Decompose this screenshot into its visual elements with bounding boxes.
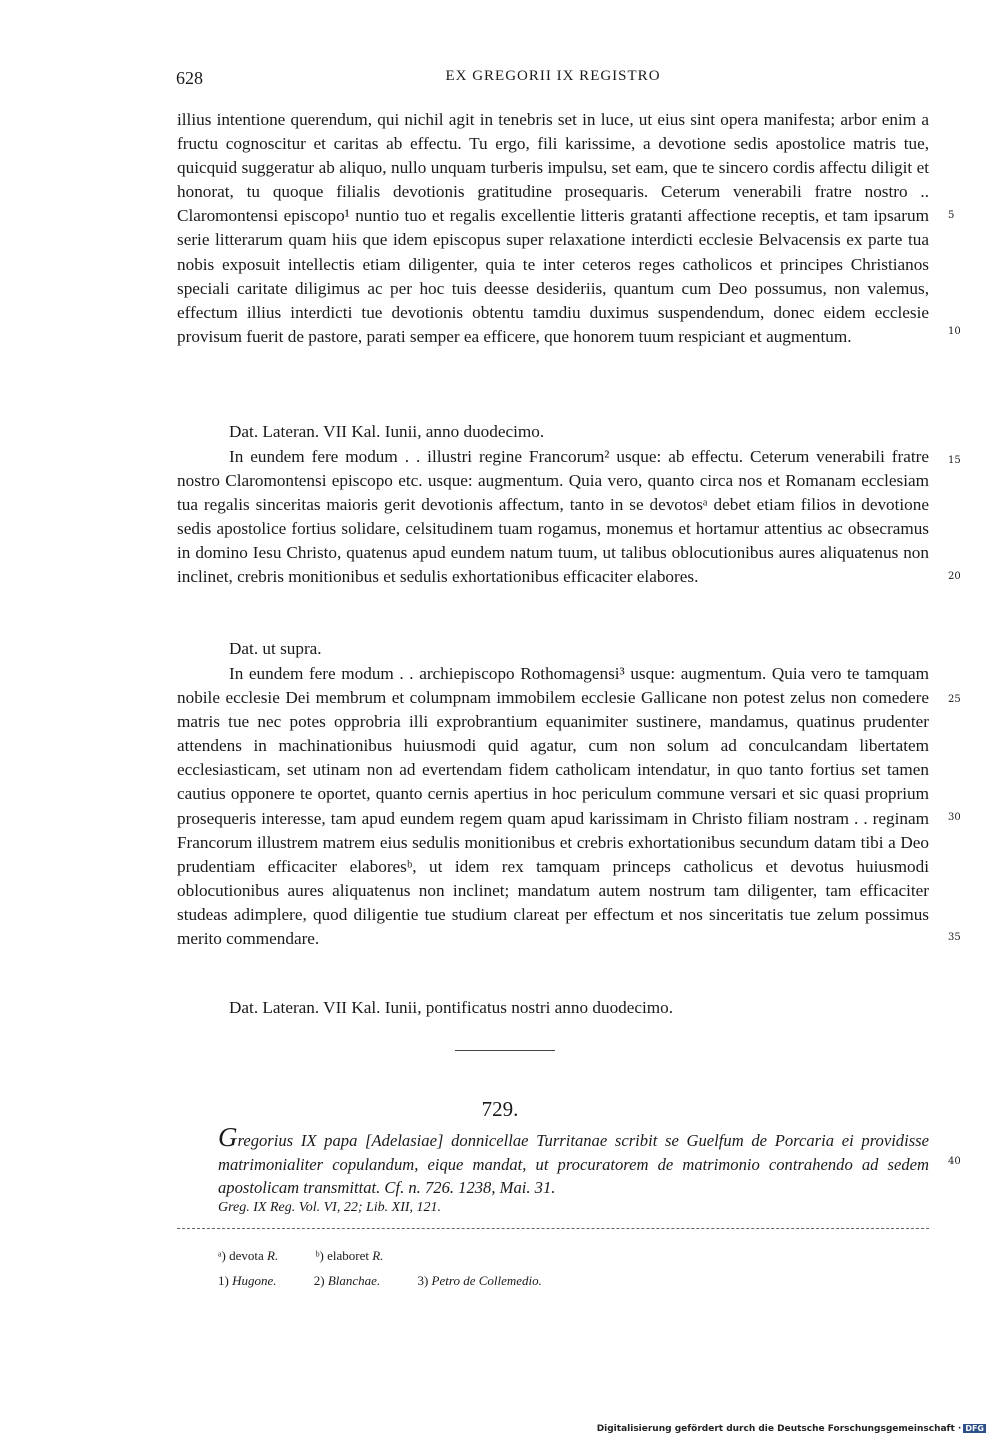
running-head: EX GREGORII IX REGISTRO xyxy=(445,68,661,84)
credit-text: Digitalisierung gefördert durch die Deutsche Forschungsgemeinschaft · xyxy=(596,1424,962,1434)
textual-notes xyxy=(218,1248,417,1264)
paragraph-3: In eundem fere modum . . archiepiscopo Rothomagensi³ usque: augmentum. Quia vero te tamquam nobile ecclesie Dei membrum et columpnam immobilem ecclesie Gallicane non potest zelus non comedere matris tue nec potes opprobria illi exprobrantium equanimiter sustinere, mandamus, quatinus prudenter attendens in machinationibus huiusmodi quid agatur, cum non solum ad conculcandam libertatem ecclesiasticam, set utinam non ad evertendam fidem catholicam intendatur, in quo tanto fortius set tamen cautius opponere te oportet, quanto cernis apertius in hoc periculum commune versari et sic quasi proprium prosequeris interesse, tam apud eundem regem quam apud karissimam in Christo filiam nostram . . reginam Francorum illustrem matrem eius sedulis monitionibus et crebris exhortationibus secundum datam tibi a Deo prudentiam efficaciter elaboresᵇ, ut idem rex tamquam princeps catholicus et devotus huiusmodi oblocutionibus aures aliquatenus non inclinet; mandatum autem nostrum tam diligenter, tam efficaciter studeas adimplere, quod diligentie tue studium clareat per effectum et nos sinceritatis tue zelum possimus merito commendare. xyxy=(177,664,929,949)
footnote-3: 3) Petro de Collemedio. xyxy=(417,1273,542,1288)
line-number: 35 xyxy=(948,932,961,943)
paragraph-2: In eundem fere modum . . illustri regine Francorum² usque: ab effectu. Ceterum venerabili fratre nostro Claromontensi episcopo etc. usque: augmentum. Quia vero, quanto circa nos et Romanam ecclesiam tua regalis sinceritas maioris gerit devotionis affectum, tanto in se devotosᵃ debet etiam filios in devotione sedis apostolice fortius solidare, celsitudinem tuam rogamus, monemus et hortamur attentius ac obsecramus in domino Iesu Christo, quatenus apud eundem natum tuum, ut talibus oblocutionibus aures aliquatenus non inclinet, crebris monitionibus et sedulis exhortationibus efficaciter elabores. xyxy=(177,447,929,587)
footnote-rule xyxy=(177,1228,929,1229)
dating-1-block xyxy=(177,420,929,444)
textual-note-b: ᵇ) elaboret R. xyxy=(315,1248,384,1263)
line-number: 20 xyxy=(948,571,961,582)
line-number: 30 xyxy=(948,812,961,823)
document-number: 729. xyxy=(481,1097,519,1121)
paragraph-1: illius intentione querendum, qui nichil agit in tenebris set in luce, ut eius sint opera manifesta; arbor enim a fructu cognoscitur et caritas ab effectu. Tu ergo, fili karissime, a devotione sedis apostolice matris tue, quicquid suggeratur ab aliquo, nullo unquam turberis impulsu, set eam, que te sincero cordis affectu diligit et honorat, tu quoque filialis devotionis gratitudine prosequaris. Ceterum venerabili fratre nostro .. Claromontensi episcopo¹ nuntio tuo et regalis excellentie litteris gratanti affectione receptis, et tam ipsarum serie litterarum quam hiis que idem episcopus super relaxatione interdicti ecclesie Belvacensis ex parte tua nobis exposuit intellectis etiam diligenter, quia te inter ceteros reges catholicos et principes Christianos speciali caritate diligimus ac per hoc tuis deesse desideriis, quantum cum Deo possumus, non valemus, effectum illius interdicti tue devotionis obtentu tamdiu duximus suspendendum, donec eidem ecclesie provisum fuerit de pastore, parati semper ea efficere, que honorem tuum respiciant et augmentum. xyxy=(177,110,929,346)
source-reference: Greg. IX Reg. Vol. VI, 22; Lib. XII, 121. xyxy=(218,1200,442,1215)
section-divider xyxy=(455,1050,555,1051)
page-number: 628 xyxy=(176,68,203,88)
footnote-1: 1) Hugone. xyxy=(218,1273,277,1288)
drop-cap: G xyxy=(218,1122,238,1152)
regest-summary xyxy=(218,1122,929,1200)
dating-clause-3: Dat. Lateran. VII Kal. Iunii, pontificatus nostri anno duodecimo. xyxy=(229,998,674,1017)
line-number: 40 xyxy=(948,1156,961,1167)
paragraph-2-block xyxy=(177,445,929,590)
page-header xyxy=(176,68,930,92)
footnote-2: 2) Blanchae. xyxy=(313,1273,381,1288)
dfg-logo-icon: DFG xyxy=(965,1424,984,1433)
line-number: 15 xyxy=(948,455,961,466)
line-number: 25 xyxy=(948,694,961,705)
textual-note-a: ᵃ) devota R. xyxy=(218,1248,279,1263)
dating-3-block xyxy=(177,996,929,1020)
line-number: 10 xyxy=(948,326,961,337)
dating-clause-1: Dat. Lateran. VII Kal. Iunii, anno duodecimo. xyxy=(229,422,545,441)
funding-credit xyxy=(597,1424,986,1434)
letter-body xyxy=(177,108,929,349)
dating-clause-2: Dat. ut supra. xyxy=(229,639,322,658)
dating-2-block xyxy=(177,637,929,661)
explanatory-notes xyxy=(218,1273,576,1289)
regest-text: regorius IX papa [Adelasiae] donnicellae Turritanae scribit se Guelfum de Porcaria ei providisse matrimonialiter copulandum, eique mandat, ut procuratorem de matrimonio contrahendo ad sedem apostolicam transmittat. Cf. n. 726. 1238, Mai. 31. xyxy=(218,1131,929,1197)
paragraph-3-block xyxy=(177,662,929,951)
line-number: 5 xyxy=(948,210,955,221)
